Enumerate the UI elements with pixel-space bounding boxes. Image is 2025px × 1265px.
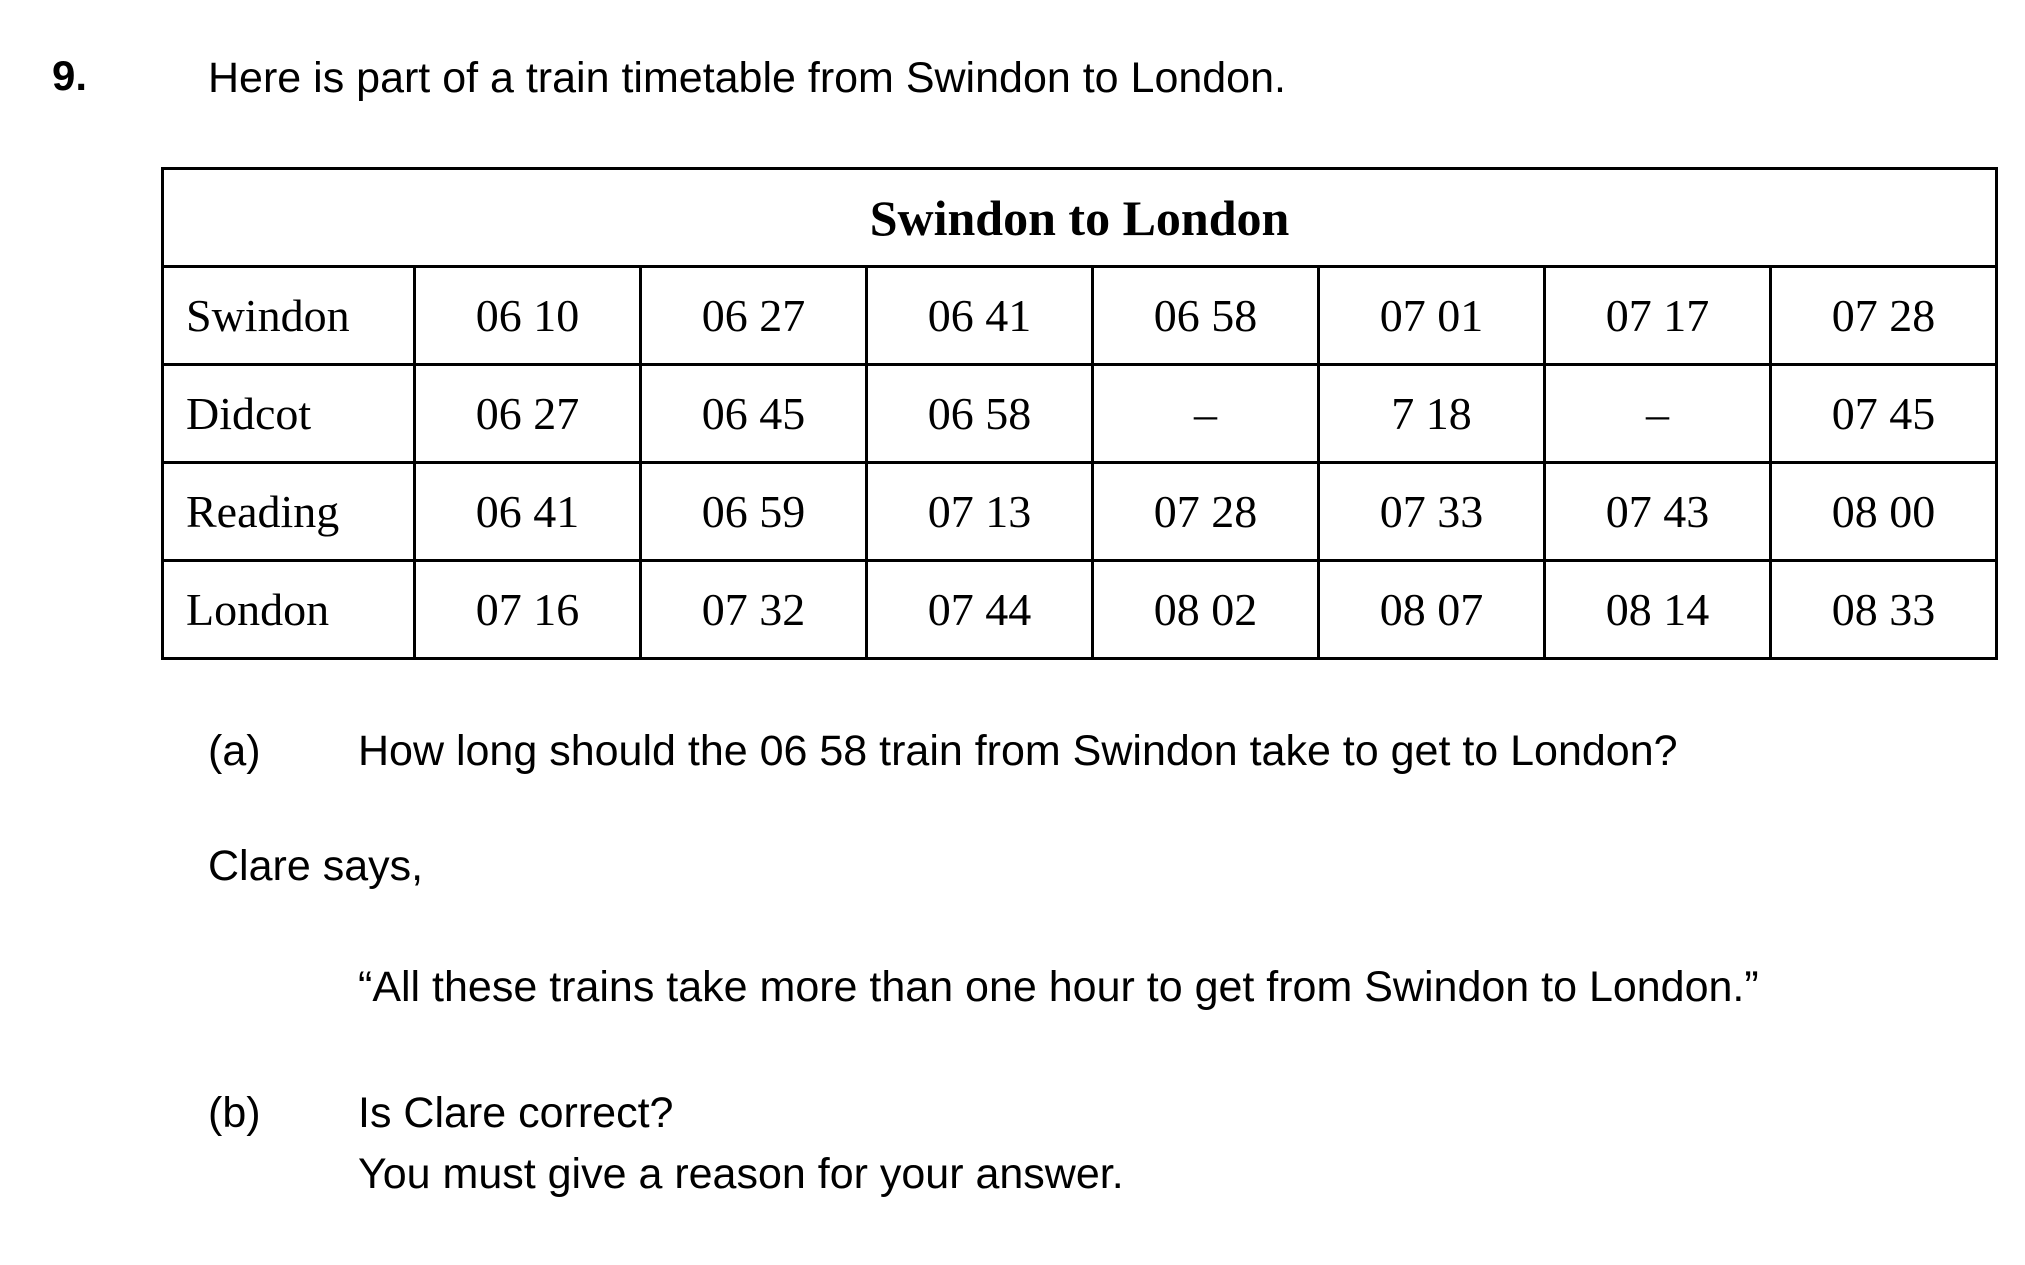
departure-time: 06 10: [415, 267, 641, 365]
timetable-row: [163, 463, 1997, 561]
departure-time: –: [1093, 365, 1319, 463]
timetable-title: Swindon to London: [163, 169, 1997, 267]
station-name: Swindon: [163, 267, 415, 365]
station-name: London: [163, 561, 415, 659]
departure-time: 08 14: [1545, 561, 1771, 659]
departure-time: 06 58: [867, 365, 1093, 463]
question-intro: Here is part of a train timetable from Swindon to London.: [208, 54, 1286, 102]
departure-time: 07 13: [867, 463, 1093, 561]
part-b-label: (b): [208, 1089, 261, 1137]
departure-time: 07 28: [1771, 267, 1997, 365]
departure-time: 07 28: [1093, 463, 1319, 561]
clare-quote: “All these trains take more than one hour to get from Swindon to London.”: [358, 963, 1759, 1011]
departure-time: 06 41: [415, 463, 641, 561]
departure-time: 06 27: [641, 267, 867, 365]
departure-time: 7 18: [1319, 365, 1545, 463]
departure-time: 07 32: [641, 561, 867, 659]
part-a-question: How long should the 06 58 train from Swindon take to get to London?: [358, 727, 1678, 775]
departure-time: 08 07: [1319, 561, 1545, 659]
departure-time: 06 45: [641, 365, 867, 463]
station-name: Reading: [163, 463, 415, 561]
departure-time: 08 00: [1771, 463, 1997, 561]
departure-time: 06 27: [415, 365, 641, 463]
part-b-instruction: You must give a reason for your answer.: [358, 1150, 1124, 1198]
departure-time: 06 41: [867, 267, 1093, 365]
timetable-row: [163, 267, 1997, 365]
departure-time: 06 58: [1093, 267, 1319, 365]
departure-time: 07 17: [1545, 267, 1771, 365]
departure-time: 08 02: [1093, 561, 1319, 659]
question-number: 9.: [52, 52, 88, 99]
timetable-body: [163, 267, 1997, 659]
departure-time: 07 43: [1545, 463, 1771, 561]
departure-time: 08 33: [1771, 561, 1997, 659]
departure-time: 07 33: [1319, 463, 1545, 561]
timetable: [161, 167, 1998, 660]
timetable-row: [163, 561, 1997, 659]
part-a-label: (a): [208, 727, 261, 775]
departure-time: 07 01: [1319, 267, 1545, 365]
departure-time: 06 59: [641, 463, 867, 561]
departure-time: 07 45: [1771, 365, 1997, 463]
departure-time: 07 44: [867, 561, 1093, 659]
clare-says: Clare says,: [208, 842, 424, 890]
station-name: Didcot: [163, 365, 415, 463]
part-b-question: Is Clare correct?: [358, 1089, 674, 1137]
departure-time: –: [1545, 365, 1771, 463]
timetable-row: [163, 365, 1997, 463]
departure-time: 07 16: [415, 561, 641, 659]
